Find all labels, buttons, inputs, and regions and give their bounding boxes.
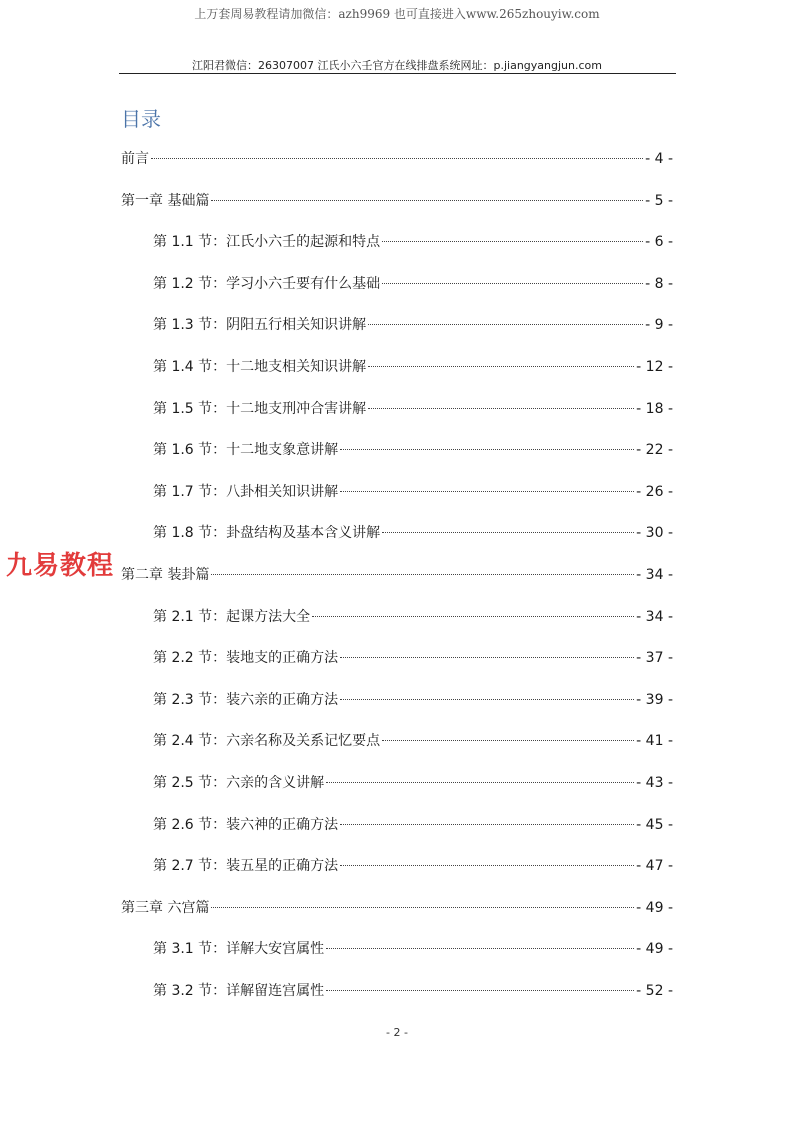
toc-entry-page: - 18 - <box>636 400 673 417</box>
header-divider <box>119 73 676 74</box>
toc-section-entry[interactable] <box>153 273 673 295</box>
toc-chapter-entry[interactable] <box>121 190 673 212</box>
toc-title: 目录 <box>121 107 161 131</box>
toc-section-entry[interactable] <box>153 231 673 253</box>
toc-entry-label: 第三章 六宫篇 <box>121 899 210 916</box>
toc-chapter-entry[interactable] <box>121 897 673 919</box>
toc-entry-page: - 6 - <box>645 234 673 251</box>
toc-entry-label: 第 3.1 节：详解大安宫属性 <box>153 941 325 958</box>
toc-entry-label: 第 1.5 节：十二地支刑冲合害讲解 <box>153 400 367 417</box>
toc-entry-label: 第 1.7 节：八卦相关知识讲解 <box>153 483 339 500</box>
toc-section-entry[interactable] <box>153 522 673 544</box>
toc-entry-page: - 30 - <box>636 525 673 542</box>
toc-entry-label: 第 2.7 节：装五星的正确方法 <box>153 858 339 875</box>
toc-entry-page: - 41 - <box>636 733 673 750</box>
dot-leader <box>340 449 634 450</box>
toc-entry-page: - 52 - <box>636 983 673 999</box>
toc-entry-page: - 34 - <box>636 567 673 583</box>
dot-leader <box>340 657 634 658</box>
toc-entry-label: 第 1.8 节：卦盘结构及基本含义讲解 <box>153 525 381 542</box>
toc-entry-page: - 34 - <box>636 608 673 625</box>
dot-leader <box>211 574 634 575</box>
toc-entry-label: 第 1.4 节：十二地支相关知识讲解 <box>153 359 367 375</box>
toc-entry-label: 第 2.3 节：装六亲的正确方法 <box>153 691 339 708</box>
toc-entry-label: 前言 <box>121 151 149 167</box>
toc-entry-page: - 43 - <box>636 775 673 791</box>
toc-section-entry[interactable] <box>153 938 673 960</box>
dot-leader <box>312 616 634 617</box>
toc-entry-page: - 49 - <box>636 941 673 958</box>
dot-leader <box>340 699 634 700</box>
dot-leader <box>368 408 634 409</box>
toc-entry-label: 第 3.2 节：详解留连宫属性 <box>153 983 325 999</box>
toc-entry-label: 第一章 基础篇 <box>121 192 210 209</box>
toc-section-entry[interactable] <box>153 606 673 628</box>
toc-entry-label: 第二章 装卦篇 <box>121 567 210 583</box>
dot-leader <box>326 990 634 991</box>
toc-section-entry[interactable] <box>153 439 673 461</box>
toc-entry-page: - 45 - <box>636 816 673 833</box>
toc-section-entry[interactable] <box>153 481 673 503</box>
toc-entry-label: 第 2.6 节：装六神的正确方法 <box>153 816 339 833</box>
dot-leader <box>368 324 643 325</box>
page-number: - 2 - <box>386 1026 408 1039</box>
toc-section-entry[interactable] <box>153 772 673 794</box>
toc-entry-label: 第 1.1 节：江氏小六壬的起源和特点 <box>153 234 381 251</box>
toc-section-entry[interactable] <box>153 689 673 711</box>
toc-entry-page: - 26 - <box>636 483 673 500</box>
toc-section-entry[interactable] <box>153 314 673 336</box>
toc-section-entry[interactable] <box>153 980 673 1002</box>
toc-section-entry[interactable] <box>153 398 673 420</box>
toc-entry-page: - 12 - <box>636 359 673 375</box>
toc-entry-label: 第 2.2 节：装地支的正确方法 <box>153 650 339 667</box>
watermark-logo: 九易教程 <box>6 551 115 581</box>
toc-entry-page: - 49 - <box>636 899 673 916</box>
toc-entry-page: - 22 - <box>636 442 673 459</box>
toc-entry-label: 第 1.6 节：十二地支象意讲解 <box>153 442 339 459</box>
dot-leader <box>326 948 634 949</box>
dot-leader <box>340 865 634 866</box>
top-banner: 上万套周易教程请加微信：azh9969 也可直接进入www.265zhouyiw.com <box>194 7 600 21</box>
toc-section-entry[interactable] <box>153 855 673 877</box>
toc-section-entry[interactable] <box>153 730 673 752</box>
toc-chapter-entry[interactable] <box>121 564 673 586</box>
dot-leader <box>340 491 634 492</box>
toc-entry-page: - 5 - <box>645 192 673 209</box>
toc-entry-page: - 4 - <box>645 151 673 167</box>
dot-leader <box>326 782 634 783</box>
dot-leader <box>382 740 634 741</box>
toc-entry-page: - 47 - <box>636 858 673 875</box>
toc-section-entry[interactable] <box>153 356 673 378</box>
toc-entry-page: - 37 - <box>636 650 673 667</box>
toc-chapter-entry[interactable] <box>121 148 673 170</box>
toc-section-entry[interactable] <box>153 647 673 669</box>
dot-leader <box>382 532 634 533</box>
toc-entry-page: - 39 - <box>636 691 673 708</box>
dot-leader <box>382 241 643 242</box>
toc-entry-label: 第 1.3 节：阴阳五行相关知识讲解 <box>153 317 367 334</box>
toc-entry-label: 第 2.5 节：六亲的含义讲解 <box>153 775 325 791</box>
toc-entry-page: - 9 - <box>645 317 673 334</box>
toc-entry-label: 第 2.1 节：起课方法大全 <box>153 608 311 625</box>
dot-leader <box>368 366 634 367</box>
dot-leader <box>211 200 643 201</box>
dot-leader <box>211 907 634 908</box>
toc-entry-label: 第 2.4 节：六亲名称及关系记忆要点 <box>153 733 381 750</box>
toc-entry-label: 第 1.2 节：学习小六壬要有什么基础 <box>153 275 381 292</box>
toc-section-entry[interactable] <box>153 814 673 836</box>
page-header: 江阳君微信：26307007 江氏小六壬官方在线排盘系统网址：p.jiangyangjun.com <box>192 59 602 72</box>
dot-leader <box>151 158 643 159</box>
dot-leader <box>340 824 634 825</box>
toc-entry-page: - 8 - <box>645 275 673 292</box>
dot-leader <box>382 283 643 284</box>
